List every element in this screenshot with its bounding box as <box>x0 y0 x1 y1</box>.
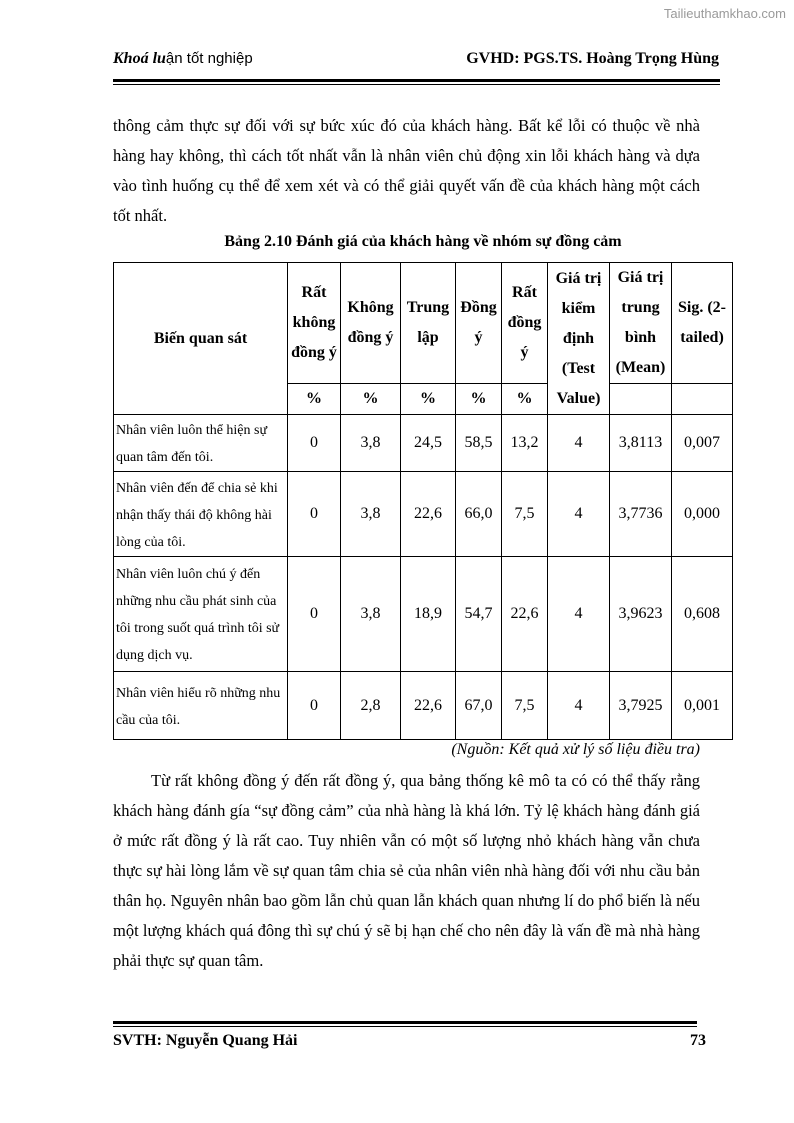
page-header <box>113 50 719 72</box>
cell-agree: 66,0 <box>456 472 502 557</box>
table-row <box>114 472 733 557</box>
header-very-disagree: Rất không đồng ý <box>288 263 341 384</box>
cell-agree: 54,7 <box>456 557 502 672</box>
header-disagree: Không đồng ý <box>341 263 401 384</box>
cell-neutral: 18,9 <box>401 557 456 672</box>
cell-agree: 67,0 <box>456 672 502 740</box>
footer-rule-thin <box>113 1026 697 1027</box>
header-percent: % <box>341 384 401 415</box>
cell-very-agree: 7,5 <box>502 472 548 557</box>
table-source: (Nguồn: Kết quả xử lý số liệu điều tra) <box>451 741 700 758</box>
cell-sig: 0,000 <box>672 472 733 557</box>
header-percent: % <box>456 384 502 415</box>
cell-variable: Nhân viên hiểu rõ những nhu cầu của tôi. <box>114 672 288 740</box>
header-neutral: Trung lập <box>401 263 456 384</box>
header-agree: Đồng ý <box>456 263 502 384</box>
cell-mean: 3,8113 <box>610 415 672 472</box>
cell-agree: 58,5 <box>456 415 502 472</box>
cell-very-agree: 13,2 <box>502 415 548 472</box>
cell-sig: 0,608 <box>672 557 733 672</box>
cell-mean: 3,9623 <box>610 557 672 672</box>
watermark: Tailieuthamkhao.com <box>663 6 786 21</box>
header-percent: % <box>288 384 341 415</box>
header-left <box>113 50 253 68</box>
cell-very-disagree: 0 <box>288 472 341 557</box>
header-mean-blank <box>610 384 672 415</box>
cell-sig: 0,001 <box>672 672 733 740</box>
header-left-rest: ận tốt nghiệp <box>165 50 253 67</box>
header-very-agree: Rất đồng ý <box>502 263 548 384</box>
page-number: 73 <box>690 1032 706 1049</box>
cell-neutral: 22,6 <box>401 672 456 740</box>
cell-disagree: 3,8 <box>341 557 401 672</box>
cell-very-disagree: 0 <box>288 672 341 740</box>
cell-mean: 3,7925 <box>610 672 672 740</box>
cell-very-disagree: 0 <box>288 557 341 672</box>
cell-variable: Nhân viên luôn thể hiện sự quan tâm đến tôi. <box>114 415 288 472</box>
cell-test-value: 4 <box>548 672 610 740</box>
table-row <box>114 557 733 672</box>
header-rule-thick <box>113 79 720 82</box>
intro-paragraph: thông cảm thực sự đối với sự bức xúc đó của khách hàng. Bất kể lỗi có thuộc về nhà hàng hay không, thì cách tốt nhất vẫn là nhân viên chủ động xin lỗi khách hàng và dựa vào tình huống cụ thể để xem xét và có thể giải quyết vấn đề của khách hàng một cách tốt nhất. <box>113 116 700 225</box>
footer-author: SVTH: Nguyễn Quang Hải <box>113 1032 298 1049</box>
header-percent: % <box>502 384 548 415</box>
header-sig: Sig. (2-tailed) <box>672 263 733 384</box>
cell-neutral: 24,5 <box>401 415 456 472</box>
table-row <box>114 672 733 740</box>
table-row <box>114 415 733 472</box>
analysis-paragraph: Từ rất không đồng ý đến rất đồng ý, qua bảng thống kê mô ta có có thể thấy rằng khách hàng đánh gía “sự đồng cảm” của nhà hàng là khá lớn. Tỷ lệ khách hàng đánh giá ở mức rất đồng ý là rất cao. Tuy nhiên vẫn có một số lượng nhỏ khách hàng vẫn chưa thực sự hài lòng lắm về sự quan tâm chia sẻ của nhân viên nhà hàng đối với nhu cầu bản thân họ. Nguyên nhân bao gồm lẫn chủ quan lẫn khách quan nhưng lí do phổ biến là nếu một lượng khách quá đông thì sự chú ý sẽ bị hạn chế cho nên đây là vấn đề mà nhà hàng phải thực sự quan tâm. <box>113 771 700 970</box>
cell-disagree: 3,8 <box>341 472 401 557</box>
header-test-value: Giá trị kiểm định (Test Value) <box>548 263 610 415</box>
header-rule-thin <box>113 84 720 85</box>
empathy-table <box>113 262 733 740</box>
cell-variable: Nhân viên luôn chú ý đến những nhu cầu phát sinh của tôi trong suốt quá trình tôi sử dụng dịch vụ. <box>114 557 288 672</box>
header-mean: Giá trị trung bình (Mean) <box>610 263 672 384</box>
cell-mean: 3,7736 <box>610 472 672 557</box>
header-left-bold: Khoá lu <box>113 50 166 67</box>
cell-test-value: 4 <box>548 472 610 557</box>
cell-very-agree: 7,5 <box>502 672 548 740</box>
cell-disagree: 2,8 <box>341 672 401 740</box>
cell-disagree: 3,8 <box>341 415 401 472</box>
cell-sig: 0,007 <box>672 415 733 472</box>
cell-variable: Nhân viên đến để chia sẻ khi nhận thấy thái độ không hài lòng của tôi. <box>114 472 288 557</box>
header-right: GVHD: PGS.TS. Hoàng Trọng Hùng <box>466 50 719 67</box>
cell-test-value: 4 <box>548 415 610 472</box>
header-percent: % <box>401 384 456 415</box>
cell-very-disagree: 0 <box>288 415 341 472</box>
table-caption: Bảng 2.10 Đánh giá của khách hàng về nhóm sự đồng cảm <box>224 233 622 250</box>
footer-rule-thick <box>113 1021 697 1024</box>
header-variable: Biến quan sát <box>114 263 288 415</box>
cell-test-value: 4 <box>548 557 610 672</box>
cell-very-agree: 22,6 <box>502 557 548 672</box>
cell-neutral: 22,6 <box>401 472 456 557</box>
header-sig-blank <box>672 384 733 415</box>
